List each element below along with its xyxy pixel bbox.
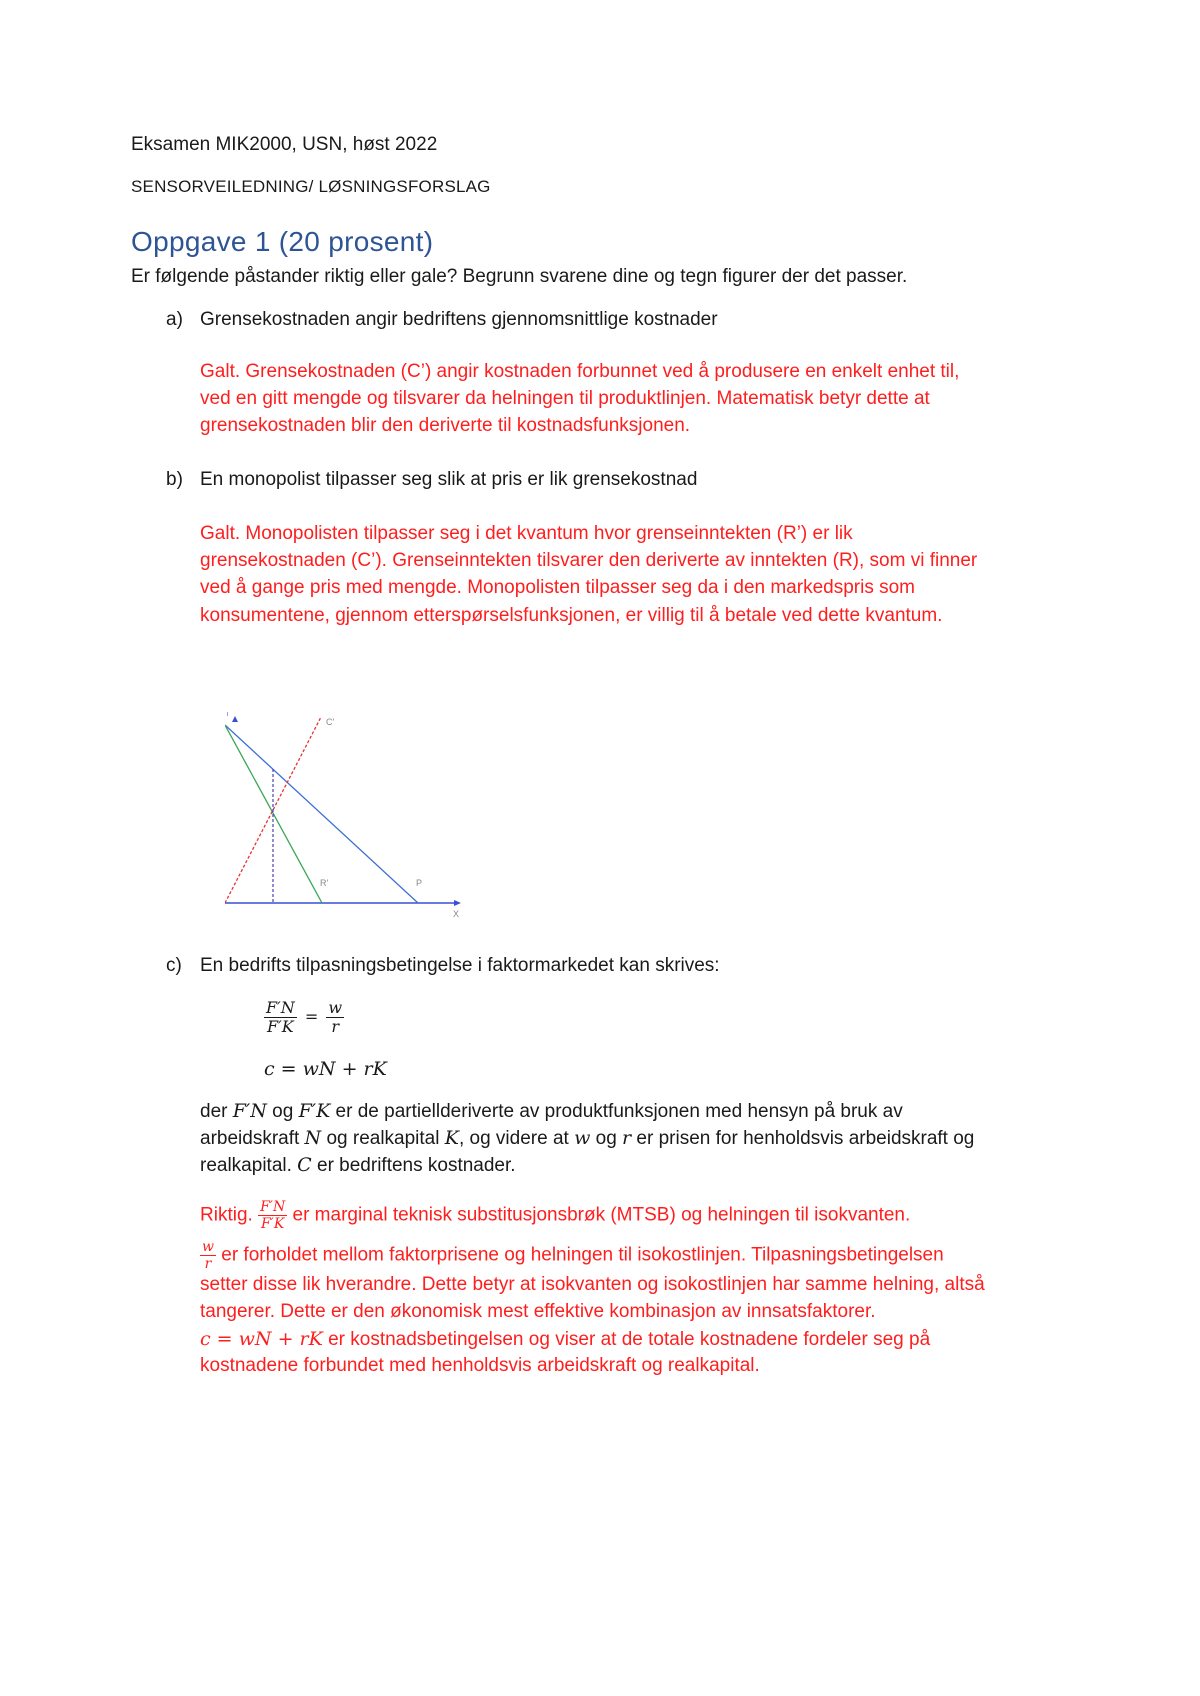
item-c-answer-line: setter disse lik hverandre. Dette betyr at isokvanten og isokostlinjen har samme helning, altså [200,1274,985,1295]
monopoly-figure [225,705,475,925]
item-c-answer-line: $\frac{w}{r}$ er forholdet mellom faktorprisene og helningen til isokostlinjen. Tilpasningsbetingelsen [202,1239,944,1272]
task-intro: Er følgende påstander riktig eller gale? Begrunn svarene dine og tegn figurer der det passer. [131,266,908,287]
equation-tilpasning: $\frac{F'N}{F'K}$ = $\frac{w}{r}$ [266,998,343,1036]
item-b-answer-line: konsumentene, gjennom etterspørselsfunksjonen, er villig til å betale ved dette kvantum. [200,605,943,626]
x-axis-arrow [454,900,461,906]
item-c-explanation-line: realkapital. C er bedriftens kostnader. [200,1154,516,1176]
price-ratio-inline-fraction: $\frac{w}{r}$ [202,1239,214,1272]
exam-title: Eksamen MIK2000, USN, høst 2022 [131,134,438,155]
item-a-label: a) [166,309,183,330]
mc-label: C′ [326,717,335,727]
y-axis-arrow-icon [232,716,238,722]
document-subtitle: SENSORVEILEDNING/ LØSNINGSFORSLAG [131,177,491,196]
mr-label: R′ [320,878,329,888]
item-a-answer-line: Galt. Grensekostnaden (C’) angir kostnaden forbunnet ved å produsere en enkelt enhet til, [200,361,960,382]
item-a-answer-line: ved en gitt mengde og tilsvarer da helningen til produktlinjen. Matematisk betyr dette at [200,388,930,409]
item-b-answer-line: grensekostnaden (C’). Grenseinntekten tilsvarer den deriverte av inntekten (R), som vi finner [200,550,978,571]
item-b-statement: En monopolist tilpasser seg slik at pris er lik grensekostnad [200,469,698,490]
item-b-answer-line: ved å gange pris med mengde. Monopolisten tilpasser seg da i den markedspris som [200,577,915,598]
item-a-statement: Grensekostnaden angir bedriftens gjennomsnittlige kostnader [200,309,718,330]
x-axis-label: X [453,909,460,919]
task-heading: Oppgave 1 (20 prosent) [131,226,434,257]
item-c-explanation-line: arbeidskraft N og realkapital K, og videre at w og r er prisen for henholdsvis arbeidskraft og [200,1127,975,1149]
mtsb-fraction: $\frac{F'N}{F'K}$ [266,998,295,1036]
mtsb-inline-fraction: $\frac{F'N}{F'K}$ [260,1199,286,1232]
item-c-statement: En bedrifts tilpasningsbetingelse i faktormarkedet kan skrives: [200,955,720,976]
item-b-answer-line: Galt. Monopolisten tilpasser seg i det kvantum hvor grenseinntekten (R’) er lik [200,523,853,544]
item-b-label: b) [166,469,183,490]
item-c-answer-line: kostnadene forbundet med henholdsvis arbeidskraft og realkapital. [200,1355,760,1376]
item-c-answer-line: tangerer. Dette er den økonomisk mest effektive kombinasjon av innsatsfaktorer. [200,1301,876,1322]
price-ratio-fraction: $\frac{w}{r}$ [328,998,343,1036]
item-c-answer-line: c = wN + rK er kostnadsbetingelsen og viser at de totale kostnadene fordeler seg på [200,1328,931,1350]
item-c-label: c) [166,955,182,976]
item-c-explanation-line: der F′N og F′K er de partiellderiverte av produktfunksjonen med hensyn på bruk av [200,1100,903,1122]
item-a-answer-line: grensekostnaden blir den deriverte til kostnadsfunksjonen. [200,415,691,436]
item-c-answer-line: Riktig. $\frac{F'N}{F'K}$ er marginal teknisk substitusjonsbrøk (MTSB) og helningen til isokvanten. [200,1199,911,1232]
demand-curve [225,725,418,903]
demand-label: P [416,878,423,888]
y-axis-tick [227,712,228,716]
equation-cost: c = wN + rK [264,1058,387,1080]
